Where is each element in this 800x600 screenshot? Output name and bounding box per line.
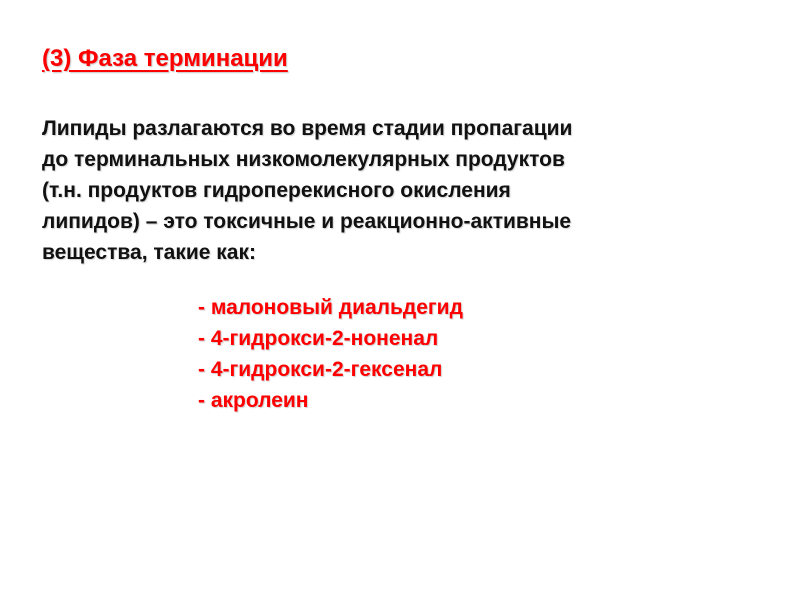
body-line-3: (т.н. продуктов гидроперекисного окисления: [42, 179, 511, 202]
list-item-malondialdehyde: - малоновый диальдегид: [198, 296, 463, 319]
list-item-hydroxynonenal: - 4-гидрокси-2-ноненал: [198, 327, 439, 350]
substance-list: [198, 292, 463, 416]
body-line-4: липидов) – это токсичные и реакционно-активные: [42, 210, 572, 233]
body-line-5: вещества, такие как:: [42, 241, 256, 264]
body-line-1: Липиды разлагаются во время стадии пропагации: [42, 117, 573, 140]
body-paragraph: [42, 113, 742, 268]
slide-title: (3) Фаза терминации: [42, 45, 288, 72]
list-item-acrolein: - акролеин: [198, 389, 309, 412]
body-line-2: до терминальных низкомолекулярных продуктов: [42, 148, 565, 171]
list-item-hydroxyhexenal: - 4-гидрокси-2-гексенал: [198, 358, 443, 381]
